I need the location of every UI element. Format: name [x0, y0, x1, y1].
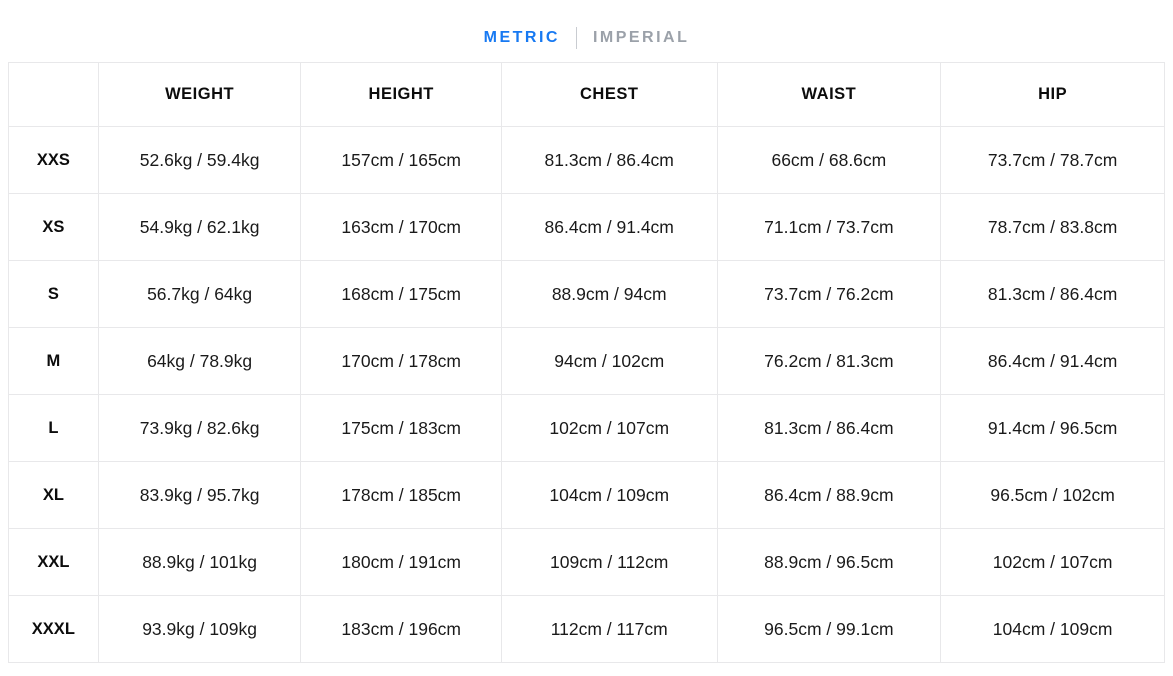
waist-cell: 96.5cm / 99.1cm [717, 596, 941, 663]
hip-cell: 91.4cm / 96.5cm [941, 395, 1165, 462]
column-header-chest: CHEST [501, 63, 717, 127]
hip-cell: 81.3cm / 86.4cm [941, 261, 1165, 328]
size-cell: S [9, 261, 99, 328]
height-cell: 178cm / 185cm [301, 462, 501, 529]
waist-cell: 66cm / 68.6cm [717, 127, 941, 194]
weight-cell: 83.9kg / 95.7kg [98, 462, 301, 529]
hip-cell: 96.5cm / 102cm [941, 462, 1165, 529]
size-cell: L [9, 395, 99, 462]
waist-cell: 88.9cm / 96.5cm [717, 529, 941, 596]
size-cell: M [9, 328, 99, 395]
weight-cell: 56.7kg / 64kg [98, 261, 301, 328]
table-row [9, 596, 1165, 663]
size-table-container [0, 54, 1173, 671]
height-cell: 157cm / 165cm [301, 127, 501, 194]
table-row [9, 529, 1165, 596]
weight-cell: 54.9kg / 62.1kg [98, 194, 301, 261]
waist-cell: 86.4cm / 88.9cm [717, 462, 941, 529]
table-row [9, 395, 1165, 462]
chest-cell: 88.9cm / 94cm [501, 261, 717, 328]
column-header-hip: HIP [941, 63, 1165, 127]
table-row [9, 462, 1165, 529]
table-row [9, 328, 1165, 395]
height-cell: 175cm / 183cm [301, 395, 501, 462]
table-row [9, 194, 1165, 261]
weight-cell: 93.9kg / 109kg [98, 596, 301, 663]
chest-cell: 109cm / 112cm [501, 529, 717, 596]
chest-cell: 104cm / 109cm [501, 462, 717, 529]
imperial-tab[interactable]: IMPERIAL [592, 29, 690, 46]
size-cell: XXXL [9, 596, 99, 663]
chest-cell: 112cm / 117cm [501, 596, 717, 663]
chest-cell: 102cm / 107cm [501, 395, 717, 462]
weight-cell: 73.9kg / 82.6kg [98, 395, 301, 462]
size-cell: XS [9, 194, 99, 261]
hip-cell: 104cm / 109cm [941, 596, 1165, 663]
chest-cell: 86.4cm / 91.4cm [501, 194, 717, 261]
waist-cell: 71.1cm / 73.7cm [717, 194, 941, 261]
waist-cell: 81.3cm / 86.4cm [717, 395, 941, 462]
waist-cell: 76.2cm / 81.3cm [717, 328, 941, 395]
hip-cell: 78.7cm / 83.8cm [941, 194, 1165, 261]
hip-cell: 86.4cm / 91.4cm [941, 328, 1165, 395]
height-cell: 163cm / 170cm [301, 194, 501, 261]
table-row [9, 127, 1165, 194]
chest-cell: 81.3cm / 86.4cm [501, 127, 717, 194]
column-header-height: HEIGHT [301, 63, 501, 127]
height-cell: 168cm / 175cm [301, 261, 501, 328]
waist-cell: 73.7cm / 76.2cm [717, 261, 941, 328]
column-header-waist: WAIST [717, 63, 941, 127]
hip-cell: 73.7cm / 78.7cm [941, 127, 1165, 194]
hip-cell: 102cm / 107cm [941, 529, 1165, 596]
column-header-size [9, 63, 99, 127]
height-cell: 183cm / 196cm [301, 596, 501, 663]
size-cell: XL [9, 462, 99, 529]
chest-cell: 94cm / 102cm [501, 328, 717, 395]
size-table-header [9, 63, 1165, 127]
toggle-divider [576, 27, 577, 49]
size-cell: XXL [9, 529, 99, 596]
metric-tab[interactable]: METRIC [483, 29, 560, 46]
column-header-weight: WEIGHT [98, 63, 301, 127]
unit-toggle [0, 0, 1173, 54]
size-table-body [9, 127, 1165, 663]
weight-cell: 88.9kg / 101kg [98, 529, 301, 596]
weight-cell: 52.6kg / 59.4kg [98, 127, 301, 194]
height-cell: 170cm / 178cm [301, 328, 501, 395]
weight-cell: 64kg / 78.9kg [98, 328, 301, 395]
size-cell: XXS [9, 127, 99, 194]
size-table [8, 62, 1165, 663]
header-row [9, 63, 1165, 127]
height-cell: 180cm / 191cm [301, 529, 501, 596]
table-row [9, 261, 1165, 328]
